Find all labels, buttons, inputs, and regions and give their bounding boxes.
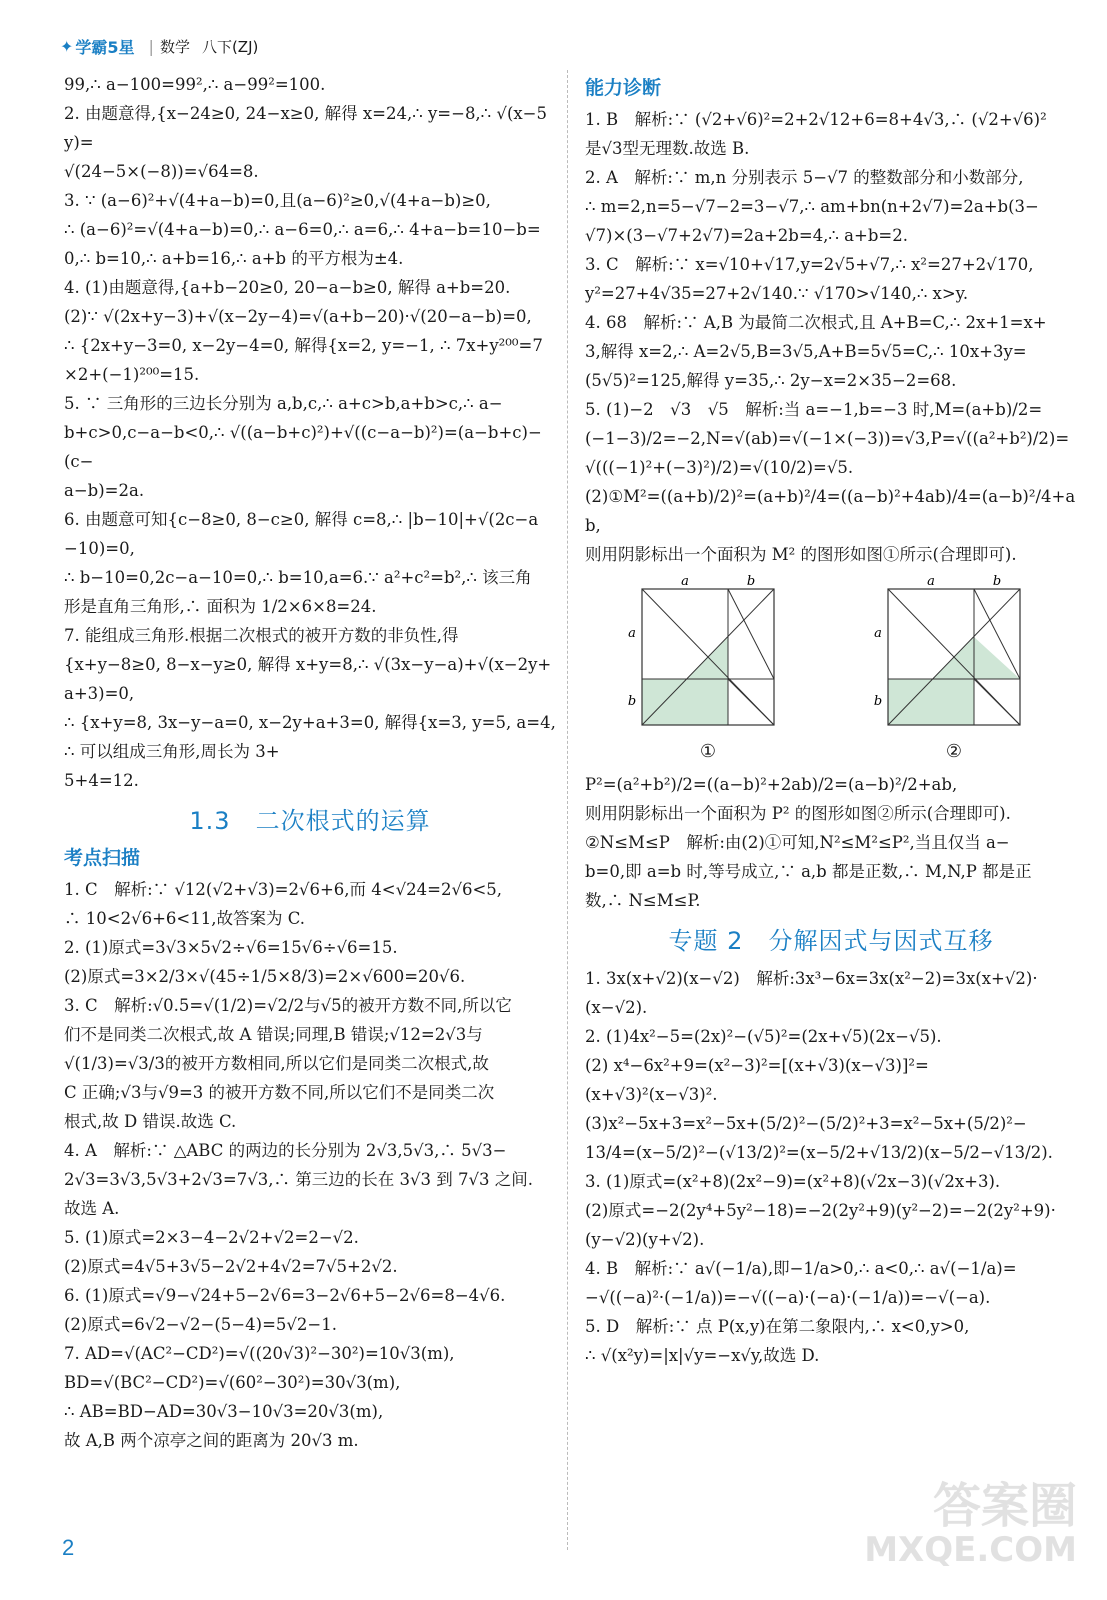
answer-line: 13/4=(x−5/2)²−(√13/2)²=(x−5/2+√13/2)(x−5/2−√13/2). bbox=[585, 1143, 1053, 1162]
figure-2-diagram bbox=[874, 575, 1034, 735]
answer-line: 0,∴ b=10,∴ a+b=16,∴ a+b 的平方根为±4. bbox=[64, 249, 404, 268]
answer-line: ∴ (a−6)²=√(4+a−b)=0,∴ a−6=0,∴ a=6,∴ 4+a−b=10−b= bbox=[64, 220, 541, 239]
answer-line: b+c>0,c−a−b<0,∴ √((a−b+c)²)+√((c−a−b)²)=(a−b+c)−(c− bbox=[64, 423, 542, 471]
answer-line: ∴ √(x²y)=|x|√y=−x√y,故选 D. bbox=[585, 1346, 820, 1365]
answer-line: 1. 3x(x+√2)(x−√2) 解析:3x³−6x=3x(x²−2)=3x(x+√2)· bbox=[585, 969, 1038, 988]
answer-line: 5. (1)原式=2×3−4−2√2+√2=2−√2. bbox=[64, 1228, 359, 1247]
answer-line: √(((−1)²+(−3)²)/2)=√(10/2)=√5. bbox=[585, 458, 854, 477]
answer-line: 3. C 解析:∵ x=√10+√17,y=2√5+√7,∴ x²=27+2√170, bbox=[585, 255, 1034, 274]
answer-line: 5. D 解析:∵ 点 P(x,y)在第二象限内,∴ x<0,y>0, bbox=[585, 1317, 970, 1336]
answer-line: P²=(a²+b²)/2=((a−b)²+2ab)/2=(a−b)²/2+ab, bbox=[585, 775, 958, 794]
answer-line: (2)原式=4√5+3√5−2√2+4√2=7√5+2√2. bbox=[64, 1257, 398, 1276]
figure-1-side-b: b bbox=[628, 694, 637, 709]
answer-line: 数,∴ N≤M≤P. bbox=[585, 891, 701, 910]
figure-2-side-a: a bbox=[874, 626, 882, 641]
answer-line: a−b)=2a. bbox=[64, 481, 145, 500]
answer-line: (x+√3)²(x−√3)². bbox=[585, 1085, 718, 1104]
watermark-logo bbox=[864, 1478, 1077, 1570]
answer-line: 故 A,B 两个凉亭之间的距离为 20√3 m. bbox=[64, 1431, 359, 1450]
answer-line: (x−√2). bbox=[585, 998, 648, 1017]
answer-line: −√((−a)²·(−1/a))=−√((−a)·(−a)·(−1/a))=−√(−a). bbox=[585, 1288, 991, 1307]
answer-line: b=0,即 a=b 时,等号成立,∵ a,b 都是正数,∴ M,N,P 都是正 bbox=[585, 862, 1032, 881]
answer-line: √(24−5×(−8))=√64=8. bbox=[64, 162, 259, 181]
brand-name: 学霸5星 bbox=[75, 37, 135, 57]
answer-line: (2)原式=−2(2y⁴+5y²−18)=−2(2y²+9)(y²−2)=−2(2y²+9)· bbox=[585, 1201, 1056, 1220]
answer-line: 7. AD=√(AC²−CD²)=√((20√3)²−30²)=10√3(m), bbox=[64, 1344, 455, 1363]
figure-1-diagram bbox=[628, 575, 788, 735]
answer-line: 2. (1)4x²−5=(2x)²−(√5)²=(2x+√5)(2x−√5). bbox=[585, 1027, 942, 1046]
answer-line: (y−√2)(y+√2). bbox=[585, 1230, 705, 1249]
right-sub-title: 能力诊断 bbox=[585, 77, 662, 99]
figure-1-side-a: a bbox=[628, 626, 636, 641]
answer-line: 5. (1)−2 √3 √5 解析:当 a=−1,b=−3 时,M=(a+b)/2= bbox=[585, 400, 1043, 419]
answer-line: ∴ {2x+y−3=0, x−2y−4=0, 解得{x=2, y=−1, ∴ 7x+y²⁰⁰=7×2+(−1)²⁰⁰=15. bbox=[64, 336, 543, 384]
figure-1-diag-4 bbox=[728, 679, 774, 725]
answer-line: (3)x²−5x+3=x²−5x+(5/2)²−(5/2)²+3=x²−5x+(5/2)²− bbox=[585, 1114, 1027, 1133]
answer-line: 6. 由题意可知{c−8≥0, 8−c≥0, 解得 c=8,∴ |b−10|+√(2c−a−10)=0, bbox=[64, 510, 539, 558]
answer-line: 根式,故 D 错误.故选 C. bbox=[64, 1112, 237, 1131]
answer-line: 3. ∵ (a−6)²+√(4+a−b)=0,且(a−6)²≥0,√(4+a−b)≥0, bbox=[64, 191, 491, 210]
answer-line: 则用阴影标出一个面积为 M² 的图形如图①所示(合理即可). bbox=[585, 545, 1017, 564]
answer-line: ∴ m=2,n=5−√7−2=3−√7,∴ am+bn(n+2√7)=2a+b(3− bbox=[585, 197, 1039, 216]
answer-line: (−1−3)/2=−2,N=√(ab)=√(−1×(−3))=√3,P=√((a²+b²)/2)= bbox=[585, 429, 1070, 448]
page-header bbox=[60, 34, 270, 58]
answer-line: ∴ {x+y=8, 3x−y−a=0, x−2y+a+3=0, 解得{x=3, y=5, a=4, ∴ 可以组成三角形,周长为 3+ bbox=[64, 713, 562, 761]
figure-1-label: ① bbox=[699, 741, 717, 762]
right-answers-block bbox=[585, 105, 1077, 569]
answer-line: √7)×(3−√7+2√7)=2a+2b=4,∴ a+b=2. bbox=[585, 226, 908, 245]
answer-line: (5√5)²=125,解得 y=35,∴ 2y−x=2×35−2=68. bbox=[585, 371, 957, 390]
left-answers-block bbox=[64, 70, 562, 795]
answer-line: 3. (1)原式=(x²+8)(2x²−9)=(x²+8)(√2x−3)(√2x+3). bbox=[585, 1172, 1001, 1191]
answer-line: 2. A 解析:∵ m,n 分别表示 5−√7 的整数部分和小数部分, bbox=[585, 168, 1024, 187]
figure-2-top-b: b bbox=[992, 575, 1002, 589]
right-answers-block-2 bbox=[585, 770, 1077, 915]
figure-1-top-b: b bbox=[746, 575, 756, 589]
figures-row bbox=[585, 575, 1077, 766]
answer-line: (2)∵ √(2x+y−3)+√(x−2y−4)=√(a+b−20)·√(20−a−b)=0, bbox=[64, 307, 532, 326]
answer-line: 2. (1)原式=3√3×5√2÷√6=15√6÷√6=15. bbox=[64, 938, 398, 957]
answer-line: (2) x⁴−6x²+9=(x²−3)²=[(x+√3)(x−√3)]²= bbox=[585, 1056, 929, 1075]
watermark-url: MXQE.COM bbox=[864, 1530, 1077, 1570]
header-grade: 八下(ZJ) bbox=[201, 37, 259, 56]
right-column bbox=[585, 70, 1077, 1370]
answer-line: 5. ∵ 三角形的三边长分别为 a,b,c,∴ a+c>b,a+b>c,∴ a− bbox=[64, 394, 503, 413]
answer-line: BD=√(BC²−CD²)=√(60²−30²)=30√3(m), bbox=[64, 1373, 401, 1392]
figure-1-shade-b bbox=[642, 679, 728, 725]
answer-line: 2. 由题意得,{x−24≥0, 24−x≥0, 解得 x=24,∴ y=−8,∴ √(x−5y)= bbox=[64, 104, 548, 152]
answer-line: ∴ AB=BD−AD=30√3−10√3=20√3(m), bbox=[64, 1402, 384, 1421]
answer-line: (2)原式=6√2−√2−(5−4)=5√2−1. bbox=[64, 1315, 337, 1334]
page-number: 2 bbox=[62, 1535, 75, 1560]
brand-logo-icon: ✦ bbox=[60, 36, 74, 56]
answer-line: ∴ 10<2√6+6<11,故答案为 C. bbox=[64, 909, 305, 928]
answer-line: (2)①M²=((a+b)/2)²=(a+b)²/4=((a−b)²+4ab)/4=(a−b)²/4+ab, bbox=[585, 487, 1076, 535]
answer-line: 是√3型无理数.故选 B. bbox=[585, 139, 750, 158]
answer-line: 则用阴影标出一个面积为 P² 的图形如图②所示(合理即可). bbox=[585, 804, 1011, 823]
topic-title: 专题 2 分解因式与因式互移 bbox=[668, 927, 994, 955]
header-subject: 数学 bbox=[159, 37, 190, 56]
figure-2-shade-c bbox=[974, 637, 1020, 679]
figure-1-diag-3 bbox=[728, 589, 774, 679]
answer-line: 4. A 解析:∵ △ABC 的两边的长分别为 2√3,5√3,∴ 5√3− bbox=[64, 1141, 507, 1160]
figure-2-shade-b bbox=[888, 679, 974, 725]
section-title: 1.3 二次根式的运算 bbox=[189, 807, 431, 835]
answer-line: 1. B 解析:∵ (√2+√6)²=2+2√12+6=8+4√3,∴ (√2+√6)² bbox=[585, 110, 1047, 129]
answer-line: √(1/3)=√3/3的被开方数相同,所以它们是同类二次根式,故 bbox=[64, 1054, 489, 1073]
figure-1-top-a: a bbox=[681, 575, 689, 589]
left-column bbox=[64, 70, 562, 1455]
left-sub-title: 考点扫描 bbox=[64, 847, 141, 869]
answer-line: 2√3=3√3,5√3+2√3=7√3,∴ 第三边的长在 3√3 到 7√3 之间. bbox=[64, 1170, 534, 1189]
answer-line: ∴ b−10=0,2c−a−10=0,∴ b=10,a=6.∵ a²+c²=b²,∴ 该三角 bbox=[64, 568, 532, 587]
answer-line: {x+y−8≥0, 8−x−y≥0, 解得 x+y=8,∴ √(3x−y−a)+√(x−2y+a+3)=0, bbox=[64, 655, 552, 703]
right-answers-block-3 bbox=[585, 964, 1077, 1370]
answer-line: 5+4=12. bbox=[64, 771, 139, 790]
answer-line: 3,解得 x=2,∴ A=2√5,B=3√5,A+B=5√5=C,∴ 10x+3y= bbox=[585, 342, 1027, 361]
figure-2-diag-4 bbox=[974, 679, 1020, 725]
answer-line: ②N≤M≤P 解析:由(2)①可知,N²≤M²≤P²,当且仅当 a− bbox=[585, 833, 1010, 852]
answer-line: 形是直角三角形,∴ 面积为 1/2×6×8=24. bbox=[64, 597, 377, 616]
answer-line: 4. B 解析:∵ a√(−1/a),即−1/a>0,∴ a<0,∴ a√(−1/a)= bbox=[585, 1259, 1017, 1278]
answer-line: 4. 68 解析:∵ A,B 为最简二次根式,且 A+B=C,∴ 2x+1=x+ bbox=[585, 313, 1047, 332]
answer-line: 1. C 解析:∵ √12(√2+√3)=2√6+6,而 4<√24=2√6<5, bbox=[64, 880, 503, 899]
answer-line: 6. (1)原式=√9−√24+5−2√6=3−2√6+5−2√6=8−4√6. bbox=[64, 1286, 506, 1305]
answer-line: 99,∴ a−100=99²,∴ a−99²=100. bbox=[64, 75, 326, 94]
header-separator: | bbox=[148, 36, 154, 56]
answer-line: 4. (1)由题意得,{a+b−20≥0, 20−a−b≥0, 解得 a+b=20. bbox=[64, 278, 511, 297]
watermark-text: 答案圈 bbox=[932, 1478, 1077, 1534]
figure-1 bbox=[628, 575, 788, 766]
figure-2 bbox=[874, 575, 1034, 766]
answer-line: 们不是同类二次根式,故 A 错误;同理,B 错误;√12=2√3与 bbox=[64, 1025, 483, 1044]
figure-2-top-a: a bbox=[927, 575, 935, 589]
answer-line: 7. 能组成三角形.根据二次根式的被开方数的非负性,得 bbox=[64, 626, 459, 645]
figure-2-label: ② bbox=[945, 741, 963, 762]
figure-2-side-b: b bbox=[874, 694, 883, 709]
left-answers-block-2 bbox=[64, 875, 556, 1455]
answer-line: C 正确;√3与√9=3 的被开方数不同,所以它们不是同类二次 bbox=[64, 1083, 495, 1102]
answer-line: 故选 A. bbox=[64, 1199, 120, 1218]
answer-line: y²=27+4√35=27+2√140.∵ √170>√140,∴ x>y. bbox=[585, 284, 969, 303]
column-divider bbox=[567, 70, 568, 1550]
answer-line: 3. C 解析:√0.5=√(1/2)=√2/2与√5的被开方数不同,所以它 bbox=[64, 996, 512, 1015]
answer-line: (2)原式=3×2/3×√(45÷1/5×8/3)=2×√600=20√6. bbox=[64, 967, 466, 986]
